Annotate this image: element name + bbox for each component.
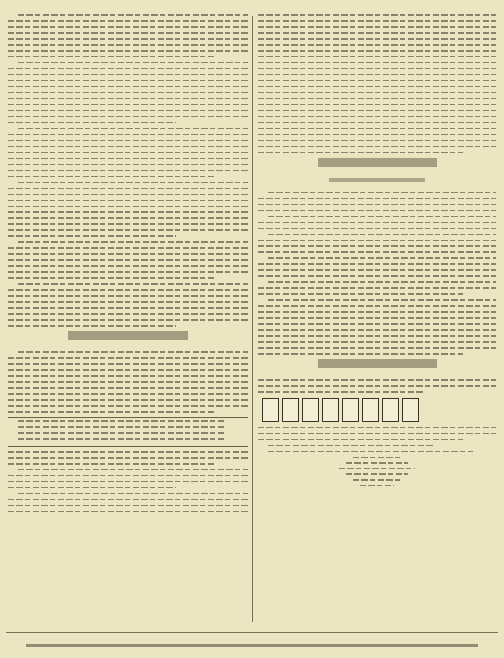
playing-card [282, 398, 299, 422]
puzzle-heading [258, 359, 496, 375]
right-text-block-middle [258, 192, 496, 355]
left-column [8, 14, 248, 622]
playing-card [342, 398, 359, 422]
playing-card [302, 398, 319, 422]
puzzle-text [258, 427, 496, 453]
right-column [258, 14, 496, 622]
playing-card [262, 398, 279, 422]
right-text-block-top [258, 14, 496, 153]
left-text-block-top [8, 14, 248, 327]
word-pyramid [258, 457, 496, 487]
playing-card [322, 398, 339, 422]
printer-footer [6, 638, 498, 654]
left-text-block-bottom [8, 351, 248, 512]
playing-card [362, 398, 379, 422]
card-row [262, 398, 496, 422]
puzzle-intro [258, 379, 496, 393]
section-heading-right [258, 158, 496, 174]
playing-card [382, 398, 399, 422]
answer-table [8, 417, 248, 447]
section-heading-left [8, 331, 248, 347]
section-subheading-right [258, 178, 496, 188]
column-divider [252, 16, 253, 622]
playing-card [402, 398, 419, 422]
footer-rule [6, 632, 498, 633]
